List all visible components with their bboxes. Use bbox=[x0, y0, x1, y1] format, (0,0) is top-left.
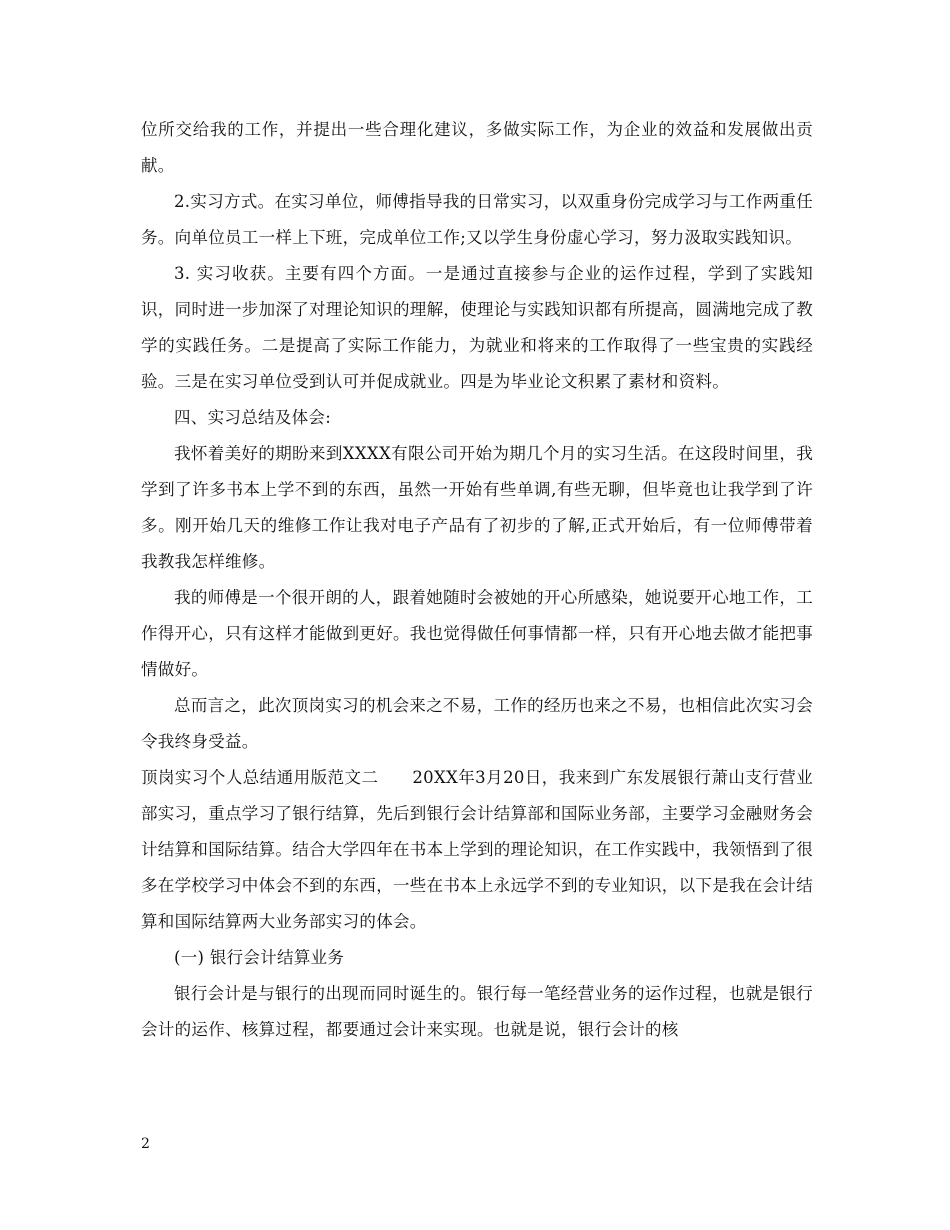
paragraph-sample-two-intro: 顶岗实习个人总结通用版范文二 20XX年3月20日，我来到广东发展银行萧山支行营业部实习，重点学习了银行结算，先后到银行会计结算部和国际业务部，主要学习金融财务会计结算和国际结算。结合大学四年在书本上学到的理论知识，在工作实践中，我领悟到了很多在学校学习中体会不到的东西，一些在书本上永远学不到的专业知识，以下是我在会计结算和国际结算两大业务部实习的体会。 bbox=[141, 768, 813, 931]
paragraph-internship-gains: 3. 实习收获。主要有四个方面。一是通过直接参与企业的运作过程，学到了实践知识，同时进一步加深了对理论知识的理解，使理论与实践知识都有所提高，圆满地完成了教学的实践任务。二是提高了实际工作能力，为就业和将来的工作取得了一些宝贵的实践经验。三是在实习单位受到认可并促成就业。四是为毕业论文积累了素材和资料。 bbox=[141, 264, 813, 391]
body-text bbox=[141, 112, 813, 1048]
page-number: 2 bbox=[141, 1136, 150, 1152]
paragraph-mentor: 我的师傅是一个很开朗的人，跟着她随时会被她的开心所感染，她说要开心地工作，工作得开心，只有这样才能做到更好。我也觉得做任何事情都一样，只有开心地去做才能把事情做好。 bbox=[141, 588, 813, 679]
paragraph-internship-method: 2.实习方式。在实习单位，师傅指导我的日常实习，以双重身份完成学习与工作两重任务。向单位员工一样上下班，完成单位工作;又以学生身份虚心学习，努力汲取实践知识。 bbox=[141, 192, 813, 247]
paragraph-internship-life: 我怀着美好的期盼来到XXXX有限公司开始为期几个月的实习生活。在这段时间里，我学到了许多书本上学不到的东西，虽然一开始有些单调,有些无聊，但毕竟也让我学到了许多。刚开始几天的维修工作让我对电子产品有了初步的了解,正式开始后，有一位师傅带着我教我怎样维修。 bbox=[141, 444, 813, 571]
paragraph-continued-contribution: 位所交给我的工作，并提出一些合理化建议，多做实际工作，为企业的效益和发展做出贡献。 bbox=[141, 120, 813, 175]
section-heading-summary: 四、实习总结及体会: bbox=[174, 408, 332, 427]
paragraph-bank-accounting: 银行会计是与银行的出现而同时诞生的。银行每一笔经营业务的运作过程，也就是银行会计的运作、核算过程，都要通过会计来实现。也就是说，银行会计的核 bbox=[141, 984, 813, 1039]
subheading-bank-accounting: (一) 银行会计结算业务 bbox=[174, 948, 345, 967]
paragraph-conclusion: 总而言之，此次顶岗实习的机会来之不易，工作的经历也来之不易，也相信此次实习会令我终身受益。 bbox=[141, 696, 813, 751]
